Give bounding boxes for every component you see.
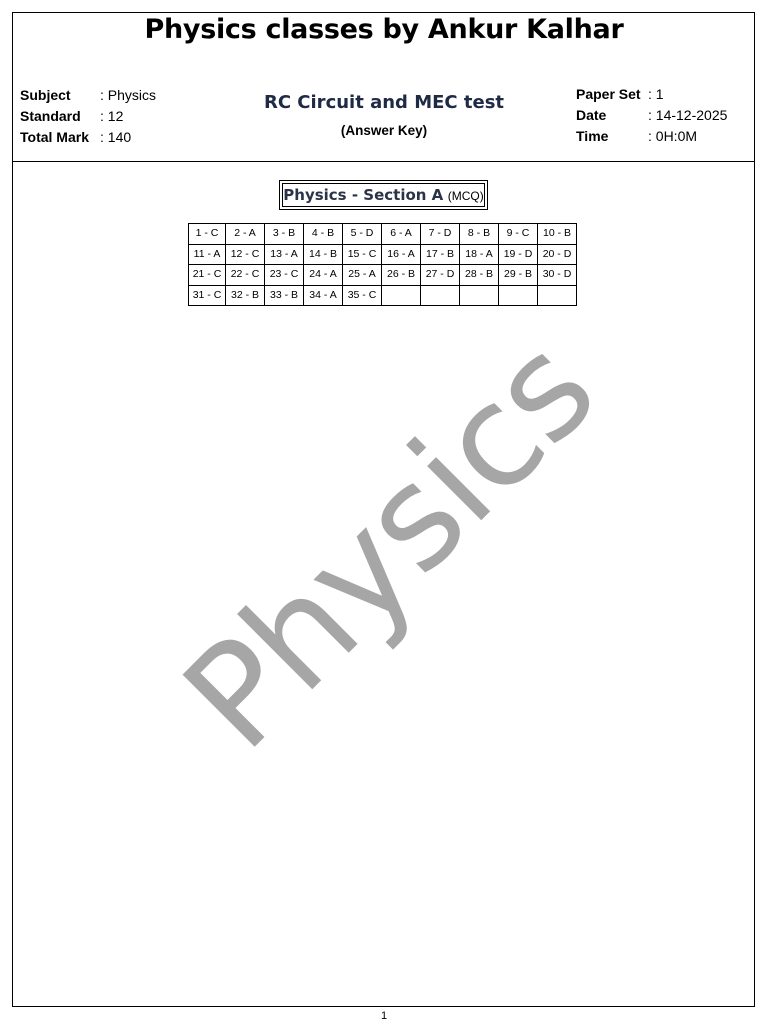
meta-row-paper-set xyxy=(576,84,727,105)
meta-key: Time xyxy=(576,128,609,144)
answer-cell xyxy=(499,285,538,306)
meta-value: : 0H:0M xyxy=(648,128,698,144)
answer-row xyxy=(189,244,577,265)
answer-cell: 18 - A xyxy=(460,244,499,265)
answer-cell xyxy=(538,285,577,306)
answer-cell: 20 - D xyxy=(538,244,577,265)
answer-cell: 15 - C xyxy=(343,244,382,265)
answer-cell xyxy=(382,285,421,306)
answer-cell: 13 - A xyxy=(265,244,304,265)
answer-cell: 35 - C xyxy=(343,285,382,306)
answer-cell: 28 - B xyxy=(460,265,499,286)
answer-cell: 29 - B xyxy=(499,265,538,286)
answer-cell: 31 - C xyxy=(189,285,226,306)
page-number: 1 xyxy=(380,1010,388,1022)
watermark: Physics xyxy=(153,309,626,781)
meta-value: : 12 xyxy=(100,108,124,124)
institute-title: Physics classes by Ankur Kalhar xyxy=(144,14,624,45)
answer-row xyxy=(189,265,577,286)
answer-cell: 21 - C xyxy=(189,265,226,286)
meta-key: Standard xyxy=(20,108,81,124)
header-divider xyxy=(12,161,755,162)
meta-row-time xyxy=(576,126,727,147)
answer-cell: 33 - B xyxy=(265,285,304,306)
answer-cell: 24 - A xyxy=(304,265,343,286)
meta-value: : 1 xyxy=(648,86,664,102)
answer-cell: 8 - B xyxy=(460,224,499,245)
answer-cell: 30 - D xyxy=(538,265,577,286)
answer-cell: 19 - D xyxy=(499,244,538,265)
meta-right xyxy=(576,84,727,147)
section-heading-box xyxy=(279,180,488,210)
answer-key-label: (Answer Key) xyxy=(340,123,428,138)
answer-key-table-body xyxy=(189,224,577,306)
answer-cell: 5 - D xyxy=(343,224,382,245)
answer-cell: 16 - A xyxy=(382,244,421,265)
answer-cell: 22 - C xyxy=(226,265,265,286)
answer-cell: 17 - B xyxy=(421,244,460,265)
test-title: RC Circuit and MEC test xyxy=(263,92,505,113)
answer-cell: 2 - A xyxy=(226,224,265,245)
answer-cell: 12 - C xyxy=(226,244,265,265)
answer-cell: 11 - A xyxy=(189,244,226,265)
answer-cell xyxy=(421,285,460,306)
answer-cell: 27 - D xyxy=(421,265,460,286)
answer-key-table xyxy=(188,223,577,306)
meta-key: Subject xyxy=(20,87,71,103)
meta-key: Date xyxy=(576,107,607,123)
meta-value: : 140 xyxy=(100,129,132,145)
answer-row xyxy=(189,285,577,306)
answer-cell: 9 - C xyxy=(499,224,538,245)
answer-cell: 4 - B xyxy=(304,224,343,245)
answer-cell: 10 - B xyxy=(538,224,577,245)
answer-cell: 26 - B xyxy=(382,265,421,286)
answer-cell: 14 - B xyxy=(304,244,343,265)
meta-key: Paper Set xyxy=(576,86,641,102)
answer-cell: 3 - B xyxy=(265,224,304,245)
answer-cell: 7 - D xyxy=(421,224,460,245)
answer-cell: 23 - C xyxy=(265,265,304,286)
meta-key: Total Mark xyxy=(20,129,89,145)
answer-cell: 25 - A xyxy=(343,265,382,286)
answer-cell xyxy=(460,285,499,306)
section-type: (MCQ) xyxy=(447,189,484,203)
answer-cell: 34 - A xyxy=(304,285,343,306)
section-heading-inner xyxy=(282,183,485,207)
answer-cell: 6 - A xyxy=(382,224,421,245)
answer-row xyxy=(189,224,577,245)
answer-cell: 32 - B xyxy=(226,285,265,306)
answer-cell: 1 - C xyxy=(189,224,226,245)
meta-value: : Physics xyxy=(100,87,157,103)
meta-value: : 14-12-2025 xyxy=(648,107,728,123)
meta-row-date xyxy=(576,105,727,126)
section-name: Physics - Section A xyxy=(283,186,444,204)
